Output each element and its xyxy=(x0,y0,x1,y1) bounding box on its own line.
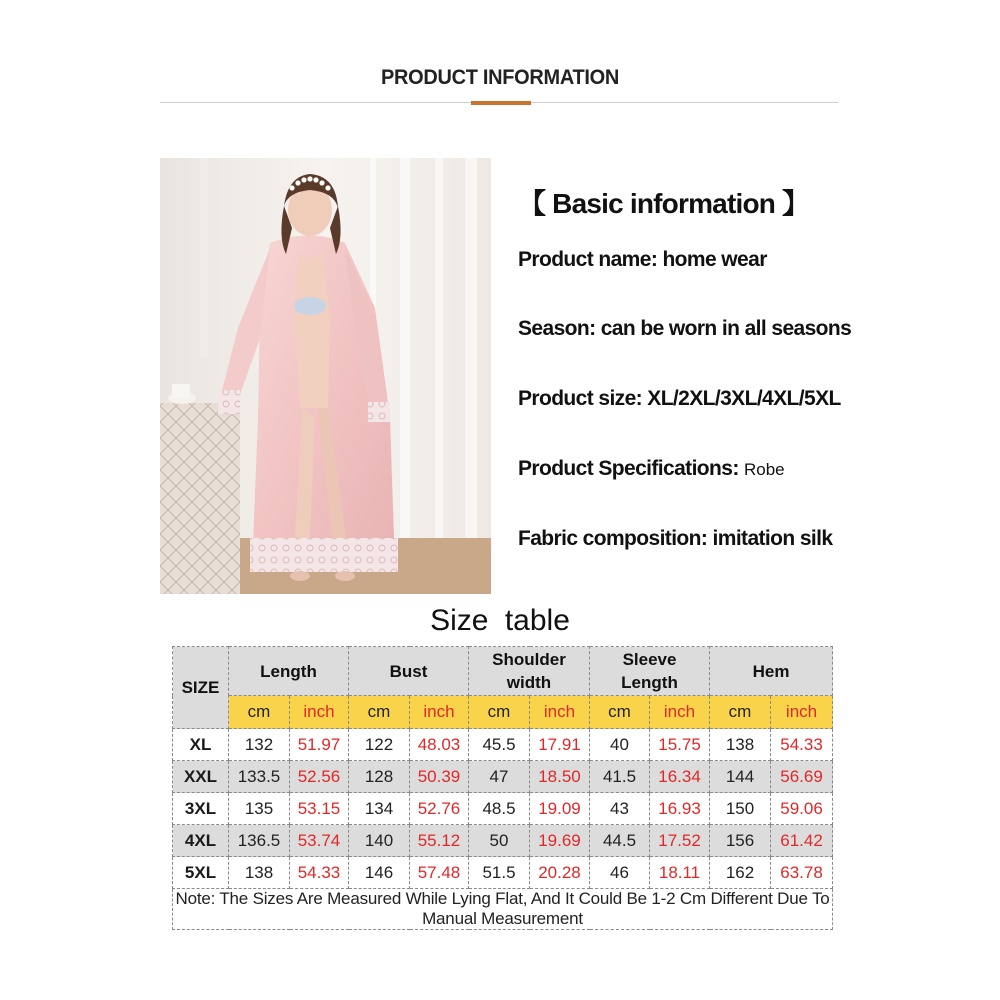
product-specifications-line xyxy=(518,457,785,481)
size-column-header: SIZE xyxy=(173,647,229,729)
table-cell: 51.5 xyxy=(469,857,530,889)
table-cell: 138 xyxy=(229,857,290,889)
table-cell: 54.33 xyxy=(771,729,833,761)
table-cell: 44.5 xyxy=(590,825,650,857)
measurement-note: Note: The Sizes Are Measured While Lying Flat, And It Could Be 1-2 Cm Different Due To Manual Measurement xyxy=(173,889,833,930)
table-cell: 15.75 xyxy=(650,729,710,761)
table-cell: 18.11 xyxy=(650,857,710,889)
header-accent-bar xyxy=(471,101,531,105)
size-table xyxy=(172,646,833,930)
table-cell: 144 xyxy=(710,761,771,793)
table-cell: 133.5 xyxy=(229,761,290,793)
product-name-line: Product name: home wear xyxy=(518,248,767,271)
table-cell: 132 xyxy=(229,729,290,761)
table-cell: 61.42 xyxy=(771,825,833,857)
unit-cm: cm xyxy=(469,696,530,729)
table-cell: 48.03 xyxy=(410,729,469,761)
table-cell: 136.5 xyxy=(229,825,290,857)
size-label: 4XL xyxy=(173,825,229,857)
season-line: Season: can be worn in all seasons xyxy=(518,317,852,340)
table-cell: 47 xyxy=(469,761,530,793)
unit-cm: cm xyxy=(349,696,410,729)
unit-cm: cm xyxy=(710,696,771,729)
size-label: 5XL xyxy=(173,857,229,889)
table-row xyxy=(173,857,833,889)
unit-cm: cm xyxy=(590,696,650,729)
table-cell: 19.09 xyxy=(530,793,590,825)
unit-inch: inch xyxy=(771,696,833,729)
table-cell: 43 xyxy=(590,793,650,825)
table-cell: 57.48 xyxy=(410,857,469,889)
specifications-label: Product Specifications: xyxy=(518,457,744,480)
column-header-sleeve-length: Sleeve Length xyxy=(590,647,710,696)
table-cell: 56.69 xyxy=(771,761,833,793)
table-cell: 46 xyxy=(590,857,650,889)
table-cell: 53.74 xyxy=(290,825,349,857)
table-cell: 59.06 xyxy=(771,793,833,825)
table-cell: 156 xyxy=(710,825,771,857)
table-cell: 48.5 xyxy=(469,793,530,825)
table-cell: 140 xyxy=(349,825,410,857)
table-cell: 122 xyxy=(349,729,410,761)
unit-inch: inch xyxy=(530,696,590,729)
unit-cm: cm xyxy=(229,696,290,729)
size-label: XL xyxy=(173,729,229,761)
table-cell: 52.56 xyxy=(290,761,349,793)
table-cell: 40 xyxy=(590,729,650,761)
unit-inch: inch xyxy=(650,696,710,729)
size-table-title: Size table xyxy=(430,604,570,637)
table-cell: 162 xyxy=(710,857,771,889)
column-header-shoulder-width: Shoulder width xyxy=(469,647,590,696)
table-cell: 128 xyxy=(349,761,410,793)
size-label: 3XL xyxy=(173,793,229,825)
unit-inch: inch xyxy=(410,696,469,729)
table-cell: 135 xyxy=(229,793,290,825)
table-cell: 150 xyxy=(710,793,771,825)
table-cell: 146 xyxy=(349,857,410,889)
table-cell: 53.15 xyxy=(290,793,349,825)
table-cell: 16.34 xyxy=(650,761,710,793)
table-row xyxy=(173,825,833,857)
product-photo-model-robe-icon xyxy=(160,158,491,594)
table-cell: 50.39 xyxy=(410,761,469,793)
table-cell: 55.12 xyxy=(410,825,469,857)
table-cell: 19.69 xyxy=(530,825,590,857)
table-cell: 20.28 xyxy=(530,857,590,889)
table-row xyxy=(173,761,833,793)
table-cell: 50 xyxy=(469,825,530,857)
column-header-length: Length xyxy=(229,647,349,696)
size-label: XXL xyxy=(173,761,229,793)
table-cell: 41.5 xyxy=(590,761,650,793)
table-cell: 52.76 xyxy=(410,793,469,825)
page-title: PRODUCT INFORMATION xyxy=(380,66,620,89)
product-size-line: Product size: XL/2XL/3XL/4XL/5XL xyxy=(518,387,841,410)
table-cell: 138 xyxy=(710,729,771,761)
table-row xyxy=(173,729,833,761)
table-cell: 51.97 xyxy=(290,729,349,761)
unit-inch: inch xyxy=(290,696,349,729)
column-header-hem: Hem xyxy=(710,647,833,696)
table-cell: 134 xyxy=(349,793,410,825)
fabric-composition-line: Fabric composition: imitation silk xyxy=(518,527,833,550)
column-header-bust: Bust xyxy=(349,647,469,696)
table-row xyxy=(173,793,833,825)
table-cell: 18.50 xyxy=(530,761,590,793)
table-cell: 17.52 xyxy=(650,825,710,857)
table-cell: 63.78 xyxy=(771,857,833,889)
product-photo xyxy=(160,158,491,594)
table-cell: 17.91 xyxy=(530,729,590,761)
table-cell: 45.5 xyxy=(469,729,530,761)
basic-info-heading: 【 Basic information 】 xyxy=(518,188,810,219)
table-cell: 54.33 xyxy=(290,857,349,889)
table-cell: 16.93 xyxy=(650,793,710,825)
specifications-value: Robe xyxy=(743,460,785,479)
